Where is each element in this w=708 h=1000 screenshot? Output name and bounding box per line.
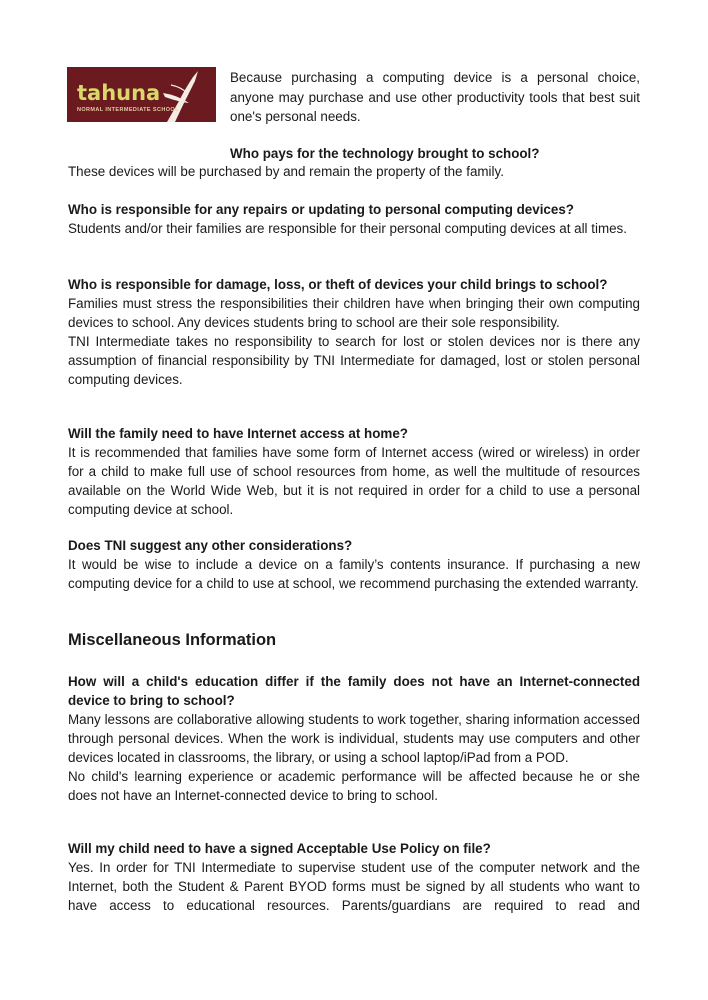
faq-item-repairs [68,200,640,238]
faq-answer-payment [68,162,640,181]
faq-item-damage [68,275,640,389]
answer-text: TNI Intermediate takes no responsibility to search for lost or stolen devices nor is there any assumption of financial responsibility by TNI Intermediate for damaged, lost or stolen personal computing devices. [68,334,640,387]
faq-item-internet [68,424,640,519]
faq-question: Who is responsible for any repairs or updating to personal computing devices? [68,202,574,217]
misc-item-aup [68,839,640,915]
faq-question: Will my child need to have a signed Acceptable Use Policy on file? [68,841,491,856]
school-logo [67,67,216,122]
faq-question: Who is responsible for damage, loss, or theft of devices your child brings to school? [68,277,608,292]
logo-wordmark: tahuna [77,81,161,105]
faq-question-payment: Who pays for the technology brought to school? [230,146,540,161]
faq-item-considerations [68,536,640,593]
section-heading: Miscellaneous Information [68,631,277,649]
answer-text: No child's learning experience or academic performance will be affected because he or she does not have an Internet-connected device to bring to school. [68,769,640,803]
misc-item-education [68,672,640,805]
answer-text: It would be wise to include a device on a family’s contents insurance. If purchasing a new computing device for a child to use at school, we recommend purchasing the extended warranty. [68,557,640,591]
answer-text: Families must stress the responsibilities their children have when bringing their own computing devices to school. Any devices students bring to school are their sole responsibility. [68,296,640,330]
answer-text: Many lessons are collaborative allowing students to work together, sharing information accessed through personal devices. When the work is individual, students may use computers and other devices located in classrooms, the library, or using a school laptop/iPad from a POD. [68,712,640,765]
logo-subtitle: NORMAL INTERMEDIATE SCHOOL [77,107,179,113]
answer-text: It is recommended that families have some form of Internet access (wired or wireless) in order for a child to make full use of school resources from home, as well the multitude of resources available on the World Wide Web, but it is not required in order for a child to use a personal computing device at school. [68,445,640,517]
answer-text: Yes. In order for TNI Intermediate to supervise student use of the computer network and the Internet, both the Student & Parent BYOD forms must be signed by all students who want to have access to educational resources. Parents/guardians are required to read and [68,860,640,913]
misc-section [68,629,640,651]
faq-question: How will a child's education differ if the family does not have an Internet-connected device to bring to school? [68,674,640,708]
intro-paragraph: Because purchasing a computing device is a personal choice, anyone may purchase and use other productivity tools that best suit one's personal needs. [230,70,640,124]
faq-question: Will the family need to have Internet access at home? [68,426,408,441]
answer-text: These devices will be purchased by and remain the property of the family. [68,164,504,179]
faq-question: Does TNI suggest any other considerations? [68,538,353,553]
answer-text: Students and/or their families are responsible for their personal computing devices at all times. [68,221,627,236]
